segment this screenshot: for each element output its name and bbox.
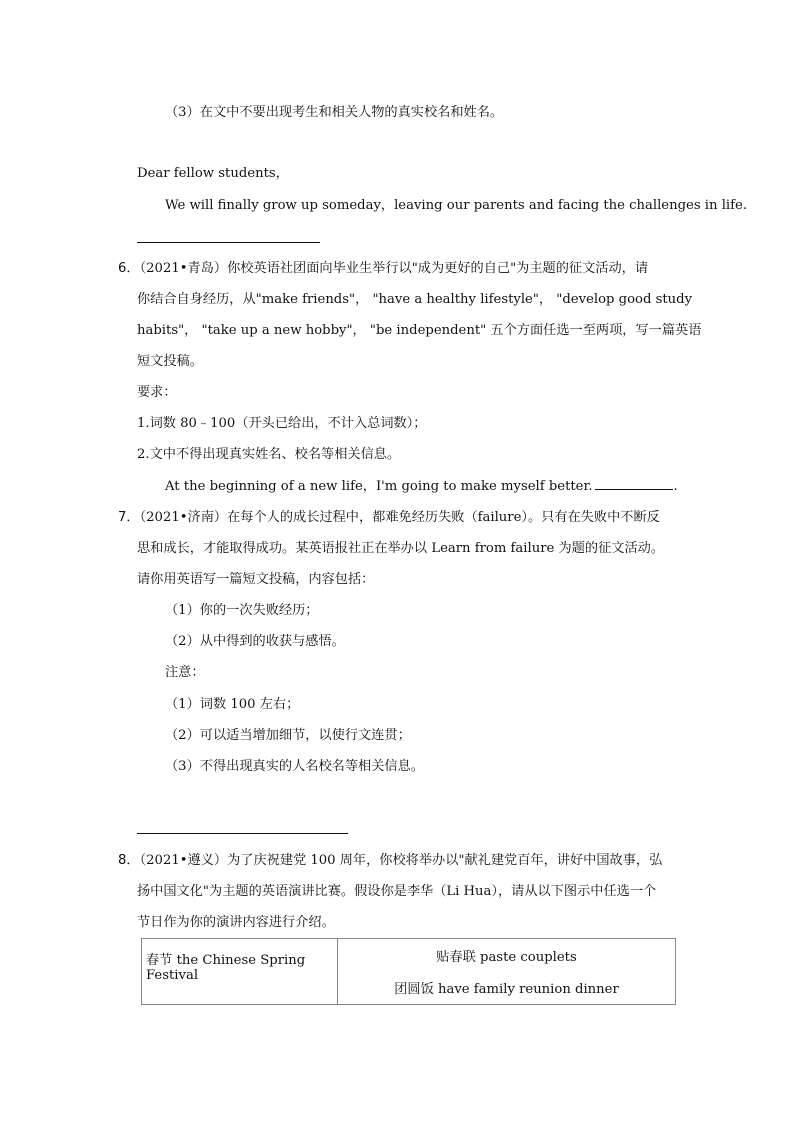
q7-note-1: （1）词数 100 左右； [165,697,300,712]
festival-name-cell [142,939,338,1005]
q6-opening-text: At the beginning of a new life，I'm going to make myself better. [165,479,593,494]
festival-activity-2: 团圆饭 have family reunion dinner [394,982,619,997]
festival-name: 春节 the Chinese Spring Festival [146,953,306,983]
q7-content-1: （1）你的一次失败经历； [165,603,319,618]
q6-number: 6． [118,261,140,276]
q6-line-3: habits"， "take up a new hobby"， "be independent" 五个方面任选一至两项，写一篇英语 [137,323,702,338]
q6-line-2: 你结合自身经历，从"make friends"， "have a healthy lifestyle"， "develop good study [137,292,693,307]
q6-line-1: （2021•青岛）你校英语社团面向毕业生举行以"成为更好的自己"为主题的征文活动，请 [139,261,649,276]
q6-opening-end: . [673,479,678,494]
q7-line-1: （2021•济南）在每个人的成长过程中，都难免经历失败（failure）。只有在失败中不断反 [139,510,660,525]
q6-opening [165,477,678,496]
q5-answer-line [137,242,320,243]
q8-line-3: 节日作为你的演讲内容进行介绍。 [137,915,335,930]
q7-answer-line [137,833,348,834]
festival-table [141,938,676,1005]
q8-prompt [118,852,662,870]
q8-number: 8． [118,853,140,868]
q6-prompt [118,260,648,278]
q6-requirement-1: 1.词数 80﹣100（开头已给出，不计入总词数）； [137,416,427,431]
q6-line-4: 短文投稿。 [137,354,203,369]
q7-number: 7． [118,510,140,525]
q8-line-1: （2021•遵义）为了庆祝建党 100 周年，你校将举办以"献礼建党百年，讲好中国故事，弘 [139,853,663,868]
q6-requirement-2: 2.文中不得出现真实姓名、校名等相关信息。 [137,447,401,462]
q8-line-2: 扬中国文化"为主题的英语演讲比赛。假设你是李华（Li Hua），请从以下图示中任选一个 [137,884,657,899]
festival-activities-cell [338,939,676,1005]
q7-content-2: （2）从中得到的收获与感悟。 [165,634,345,649]
q7-line-2: 思和成长，才能取得成功。某英语报社正在举办以 Learn from failure 为题的征文活动。 [137,541,665,556]
q7-prompt [118,509,660,527]
q5-opening: We will finally grow up someday，leaving our parents and facing the challenges in life. [165,198,748,213]
q5-note-3: （3）在文中不要出现考生和相关人物的真实校名和姓名。 [165,105,504,120]
q7-note-label: 注意： [165,665,205,680]
q7-note-2: （2）可以适当增加细节，以使行文连贯； [165,728,411,743]
q7-note-3: （3）不得出现真实的人名校名等相关信息。 [165,759,424,774]
q6-answer-blank [595,477,673,490]
q5-salutation: Dear fellow students， [137,166,289,181]
q6-requirements-label: 要求： [137,385,177,400]
q7-line-3: 请你用英语写一篇短文投稿，内容包括： [137,572,375,587]
festival-activity-1: 贴春联 paste couplets [436,950,577,965]
